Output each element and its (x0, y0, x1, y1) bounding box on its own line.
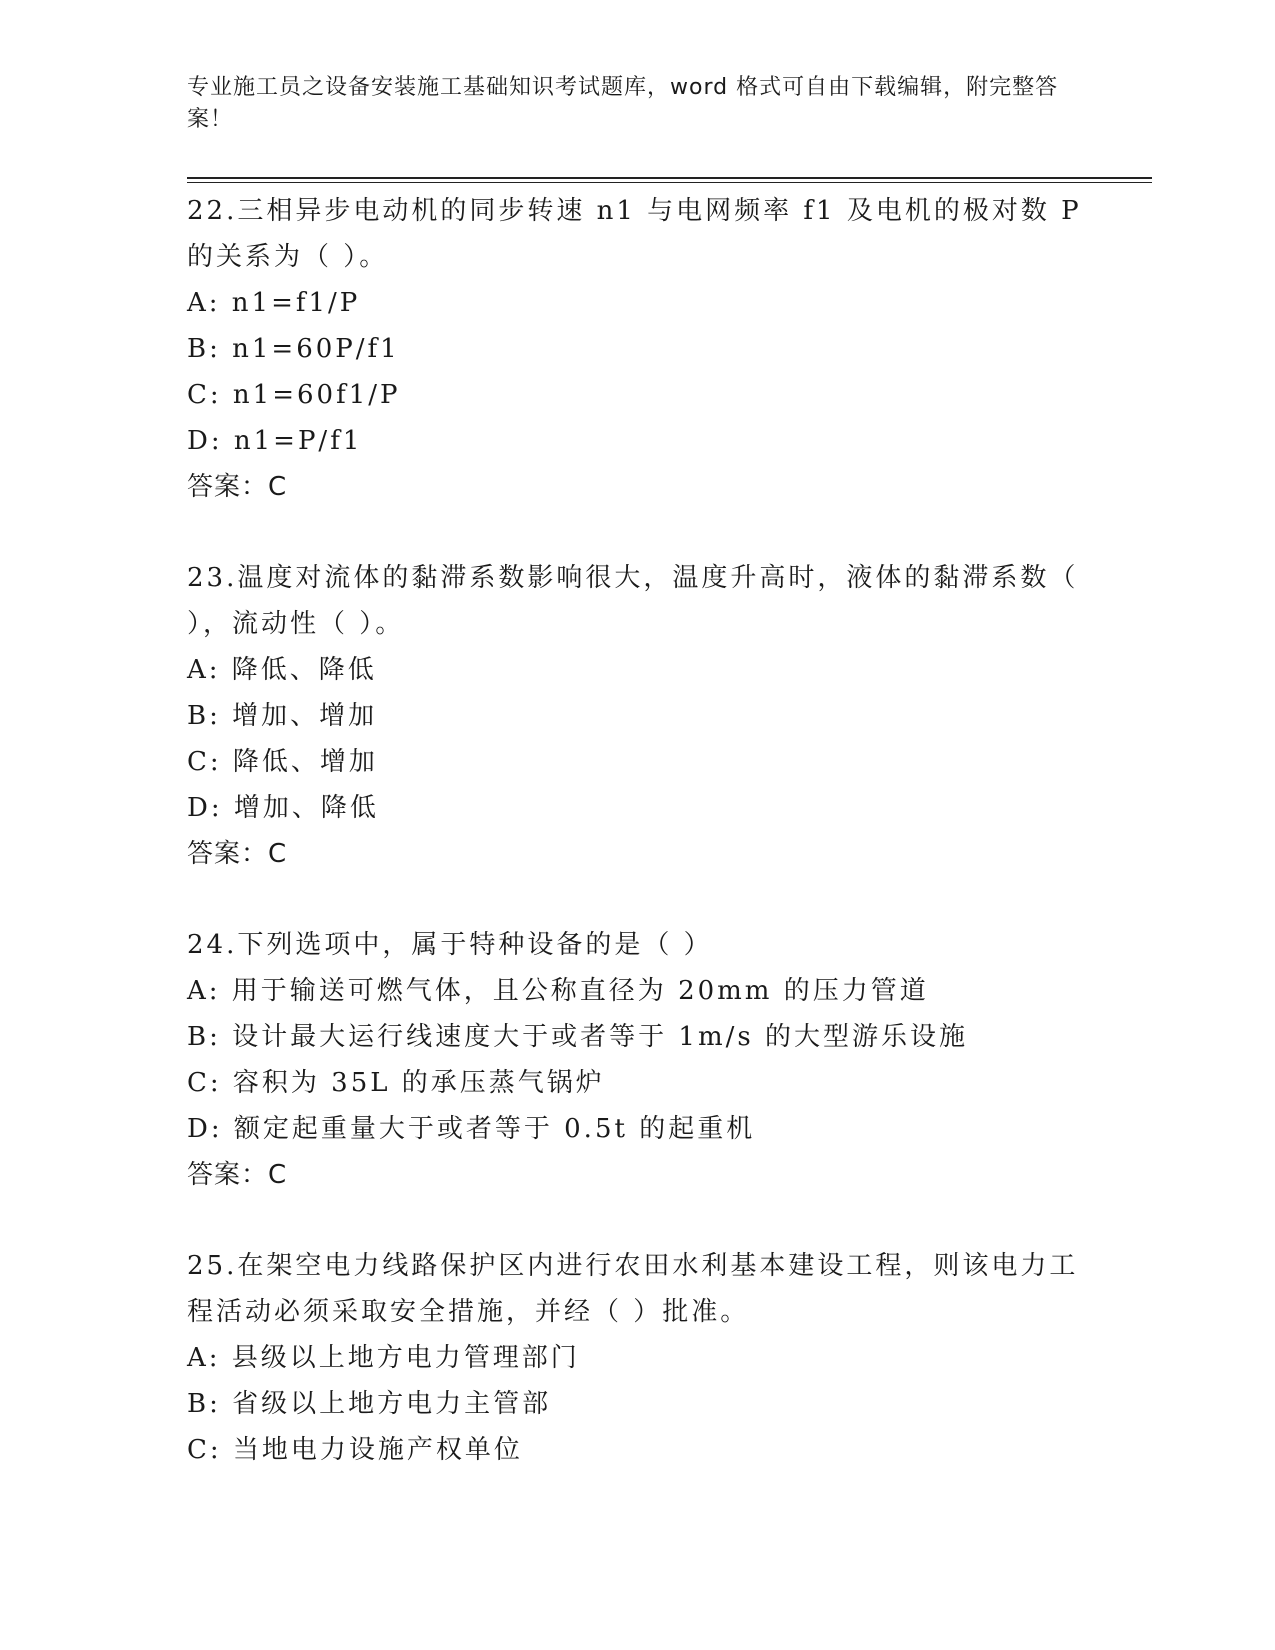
question-list (187, 188, 1087, 1518)
header-rule-thin (187, 182, 1152, 183)
option-d: D: n1=P/f1 (187, 426, 363, 456)
option-b: B: 省级以上地方电力主管部 (187, 1389, 552, 1419)
option-a: A: 降低、降低 (187, 655, 377, 685)
question-stem: 23.温度对流体的黏滞系数影响很大，温度升高时，液体的黏滞系数（ ），流动性（ ）。 (187, 563, 1079, 639)
answer-label: 答案：C (187, 1160, 288, 1190)
question-25 (187, 1243, 1087, 1473)
answer-label: 答案：C (187, 472, 288, 502)
option-a: A: n1=f1/P (187, 288, 361, 318)
document-header: 专业施工员之设备安装施工基础知识考试题库，word 格式可自由下载编辑，附完整答案！ (187, 75, 1059, 132)
question-24 (187, 922, 1087, 1198)
option-c: C: 降低、增加 (187, 747, 378, 777)
option-a: A: 用于输送可燃气体，且公称直径为 20mm 的压力管道 (187, 976, 929, 1006)
option-c: C: n1=60f1/P (187, 380, 401, 410)
option-b: B: 增加、增加 (187, 701, 378, 731)
option-c: C: 容积为 35L 的承压蒸气锅炉 (187, 1068, 605, 1098)
option-d: D: 额定起重量大于或者等于 0.5t 的起重机 (187, 1114, 756, 1144)
question-stem: 25.在架空电力线路保护区内进行农田水利基本建设工程，则该电力工程活动必须采取安全措施，并经（ ）批准。 (187, 1251, 1079, 1327)
header-rule-thick (187, 177, 1152, 179)
option-a: A: 县级以上地方电力管理部门 (187, 1343, 580, 1373)
question-stem: 22.三相异步电动机的同步转速 n1 与电网频率 f1 及电机的极对数 P 的关系为（ ）。 (187, 196, 1082, 272)
option-d: D: 增加、降低 (187, 793, 379, 823)
answer-label: 答案：C (187, 839, 288, 869)
question-23 (187, 555, 1087, 877)
option-b: B: n1=60P/f1 (187, 334, 400, 364)
option-c: C: 当地电力设施产权单位 (187, 1435, 523, 1465)
option-b: B: 设计最大运行线速度大于或者等于 1m/s 的大型游乐设施 (187, 1022, 968, 1052)
question-22 (187, 188, 1087, 510)
question-stem: 24.下列选项中，属于特种设备的是（ ） (187, 930, 713, 960)
